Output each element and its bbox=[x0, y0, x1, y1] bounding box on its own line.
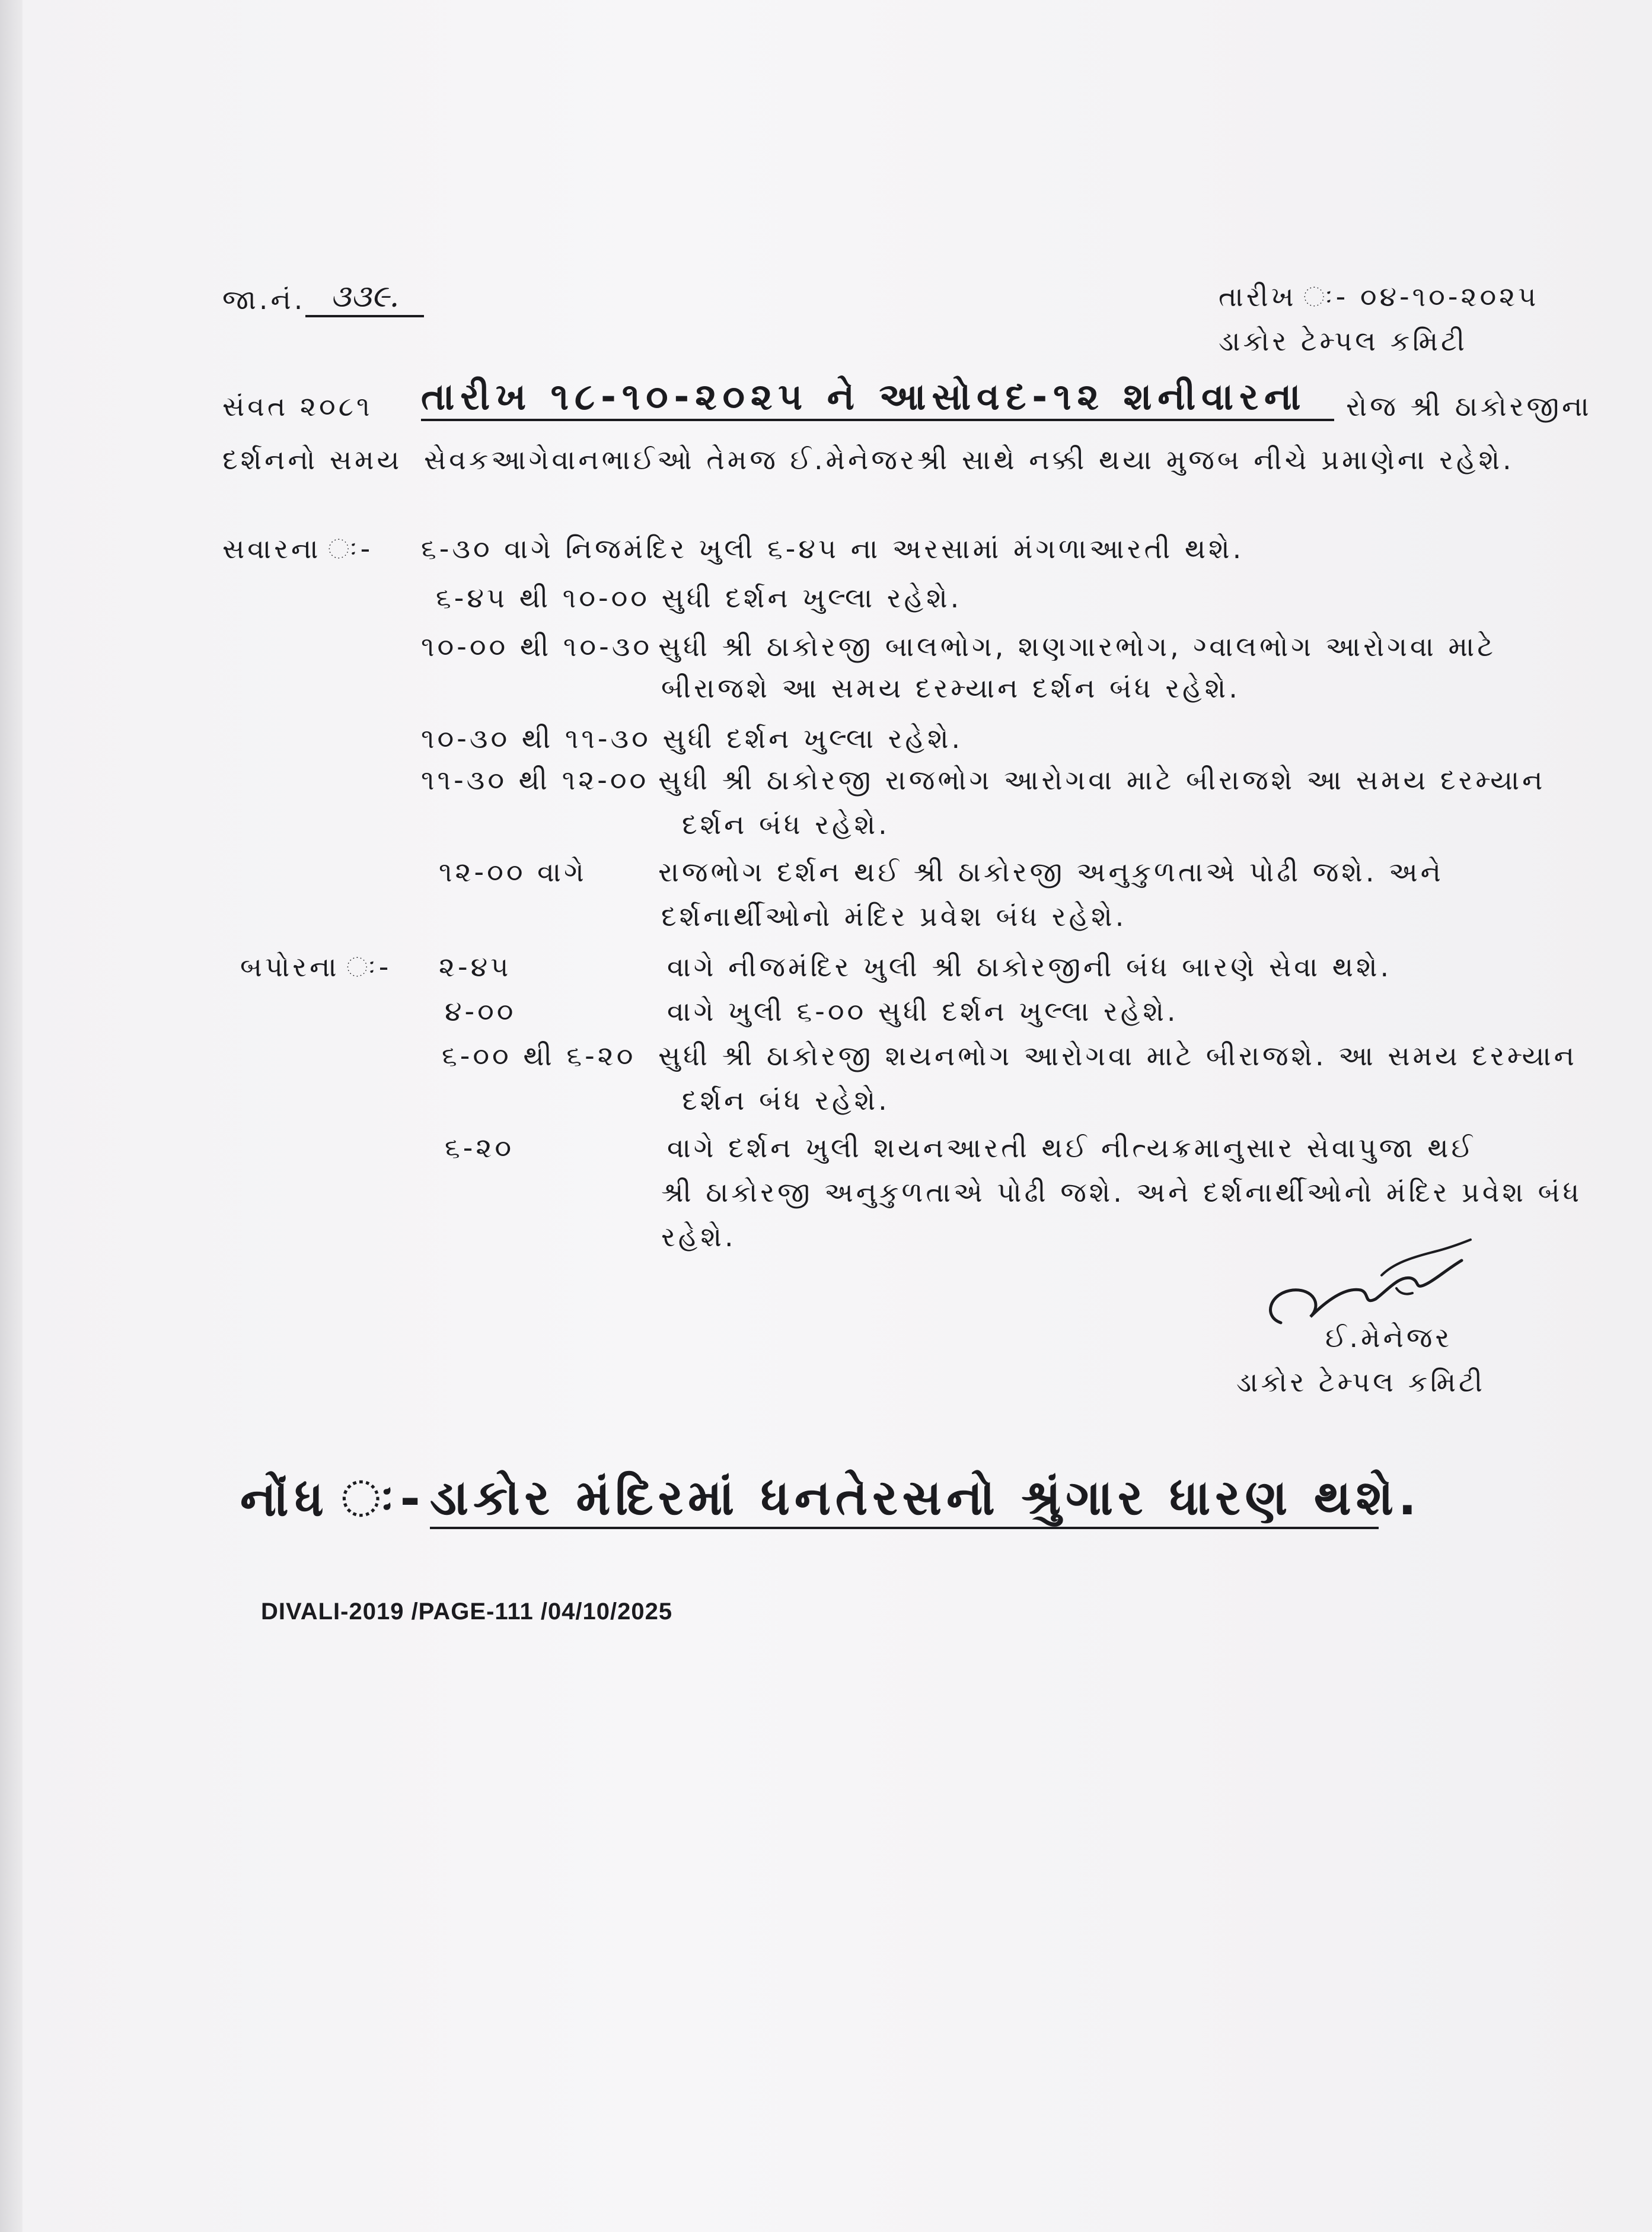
morning-line-5-cont: દર્શન બંધ રહેશે. bbox=[682, 808, 890, 840]
afternoon-line-4-time: ૬-૨૦ bbox=[445, 1132, 515, 1164]
signature-title: ઈ.મેનેજર bbox=[1325, 1322, 1453, 1354]
afternoon-line-3-cont: દર્શન બંધ રહેશે. bbox=[682, 1084, 890, 1116]
afternoon-line-2-text: વાગે ખુલી ૬-૦૦ સુધી દર્શન ખુલ્લા રહેશે. bbox=[667, 995, 1179, 1027]
afternoon-line-1-time: ૨-૪૫ bbox=[439, 951, 512, 983]
date-label: તારીખ ઃ- ૦૪-૧૦-૨૦૨૫ bbox=[1219, 281, 1539, 313]
afternoon-line-4-cont2: રહેશે. bbox=[661, 1221, 736, 1253]
morning-line-6-text: રાજભોગ દર્શન થઈ શ્રી ઠાકોરજી અનુકુળતાએ પોઢી જશે. અને bbox=[658, 856, 1444, 888]
intro-samvat: સંવત ૨૦૮૧ bbox=[222, 390, 373, 422]
morning-line-5-text: સુધી શ્રી ઠાકોરજી રાજભોગ આરોગવા માટે બીરાજશે આ સમય દરમ્યાન bbox=[658, 764, 1546, 796]
intro-rest: રોજ શ્રી ઠાકોરજીના bbox=[1346, 390, 1592, 422]
afternoon-label: બપોરના ઃ- bbox=[240, 951, 392, 983]
signature-committee: ડાકોર ટેમ્પલ કમિટી bbox=[1236, 1366, 1485, 1398]
morning-line-6-time: ૧૨-૦૦ વાગે bbox=[439, 856, 587, 888]
afternoon-line-3-text: સુધી શ્રી ઠાકોરજી શયનભોગ આરોગવા માટે બીરાજશે. આ સમય દરમ્યાન bbox=[658, 1040, 1577, 1072]
morning-line-6-cont: દર્શનાર્થીઓનો મંદિર પ્રવેશ બંધ રહેશે. bbox=[661, 900, 1127, 932]
afternoon-line-3-time: ૬-૦૦ થી ૬-૨૦ bbox=[442, 1040, 636, 1072]
morning-line-1: ૬-૩૦ વાગે નિજમંદિર ખુલી ૬-૪૫ ના અરસામાં મંગળાઆરતી થશે. bbox=[421, 533, 1245, 565]
morning-line-2: ૬-૪૫ થી ૧૦-૦૦ સુધી દર્શન ખુલ્લા રહેશે. bbox=[436, 582, 962, 614]
ref-number: ૩૩૯. bbox=[305, 279, 424, 317]
footer-code: DIVALI-2019 /PAGE-111 /04/10/2025 bbox=[261, 1599, 673, 1625]
header-committee: ડાકોર ટેમ્પલ કમિટી bbox=[1219, 325, 1468, 357]
afternoon-line-2-time: ૪-૦૦ bbox=[445, 995, 516, 1027]
morning-line-3-time: ૧૦-૦૦ થી ૧૦-૩૦ bbox=[421, 631, 653, 663]
note-label: નોંધ ઃ- bbox=[240, 1471, 426, 1527]
page-edge-shadow bbox=[0, 0, 23, 2232]
afternoon-line-4-text: વાગે દર્શન ખુલી શયનઆરતી થઈ નીત્યક્રમાનુસાર સેવાપુજા થઈ bbox=[667, 1132, 1476, 1164]
note-text: ડાકોર મંદિરમાં ધનતેરસનો શ્રુંગાર ધારણ થશે. bbox=[430, 1470, 1379, 1529]
afternoon-line-1-text: વાગે નીજમંદિર ખુલી શ્રી ઠાકોરજીની બંધ બારણે સેવા થશે. bbox=[667, 951, 1392, 983]
afternoon-line-4-cont1: શ્રી ઠાકોરજી અનુકુળતાએ પોઢી જશે. અને દર્શનાર્થીઓનો મંદિર પ્રવેશ બંધ bbox=[661, 1176, 1583, 1208]
intro-line2b: સેવકઆગેવાનભાઈઓ તેમજ ઈ.મેનેજરશ્રી સાથે નક્કી થયા મુજબ નીચે પ્રમાણેના રહેશે. bbox=[424, 444, 1514, 476]
morning-line-4: ૧૦-૩૦ થી ૧૧-૩૦ સુધી દર્શન ખુલ્લા રહેશે. bbox=[421, 722, 964, 754]
morning-line-3-cont: બીરાજશે આ સમય દરમ્યાન દર્શન બંધ રહેશે. bbox=[661, 672, 1240, 704]
intro-highlight: તારીખ ૧૮-૧૦-૨૦૨૫ ને આસોવદ-૧૨ શનીવારના bbox=[421, 375, 1334, 421]
morning-line-3-text: સુધી શ્રી ઠાકોરજી બાલભોગ, શણગારભોગ, ગ્વાલભોગ આરોગવા માટે bbox=[658, 631, 1497, 663]
morning-label: સવારના ઃ- bbox=[222, 533, 374, 565]
morning-line-5-time: ૧૧-૩૦ થી ૧૨-૦૦ bbox=[421, 764, 649, 796]
intro-line2a: દર્શનનો સમય bbox=[222, 444, 403, 476]
ref-label: જા.નં. bbox=[222, 284, 306, 316]
